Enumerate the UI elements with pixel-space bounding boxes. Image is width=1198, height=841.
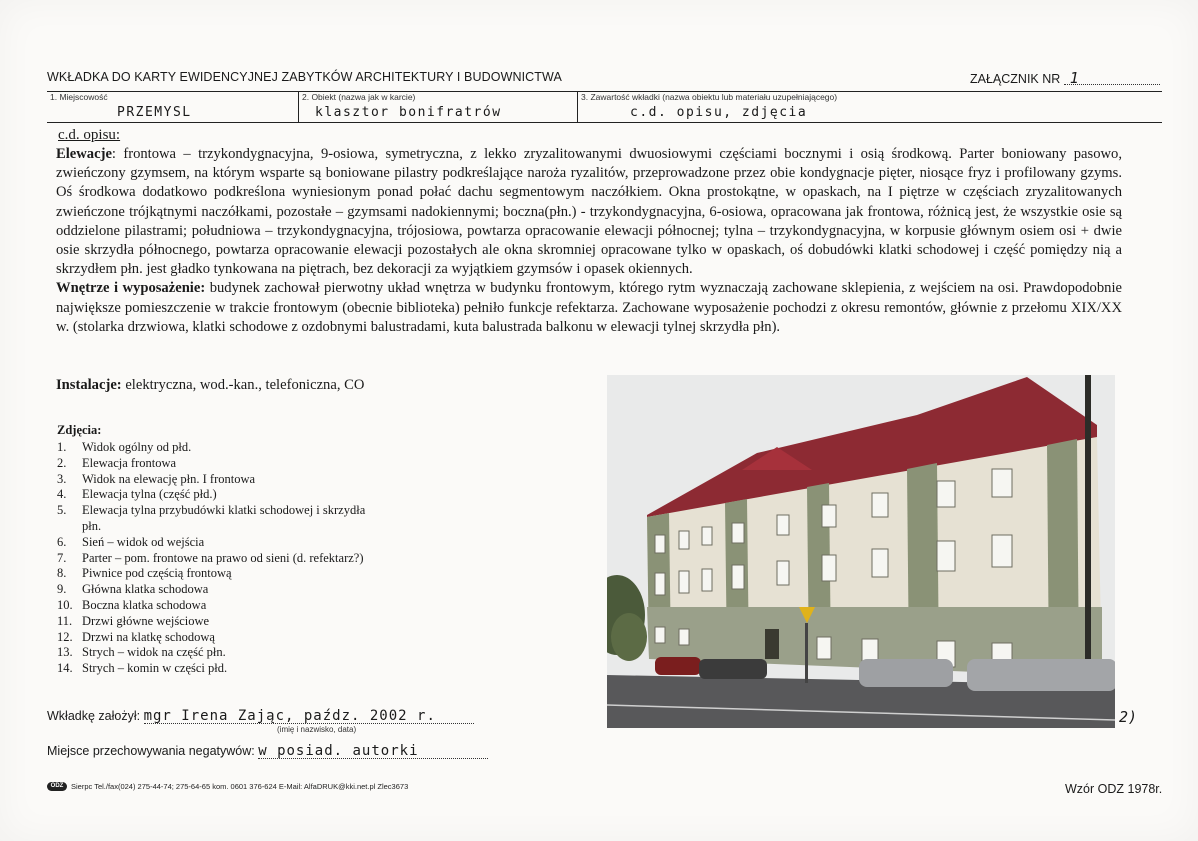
- item-number: 14.: [57, 661, 73, 676]
- item-number: 9.: [57, 582, 67, 597]
- item-text: Elewacja frontowa: [82, 455, 177, 470]
- building-photo-drawing: [607, 375, 1115, 728]
- photos-list: [57, 440, 442, 677]
- item-number: 12.: [57, 629, 73, 644]
- content-value: c.d. opisu, zdjęcia: [630, 105, 808, 120]
- negatives-label: Miejsce przechowywania negatywów:: [47, 744, 255, 758]
- printer-logo: ODZ: [47, 782, 67, 791]
- installations-paragraph: [56, 377, 364, 394]
- list-item: [57, 535, 442, 551]
- form-title: WKŁADKA DO KARTY EWIDENCYJNEJ ZABYTKÓW ARCHITEKTURY I BUDOWNICTWA: [47, 70, 562, 84]
- interior-text: budynek zachował pierwotny układ wnętrza w budynku frontowym, którego rytm wyznaczają zachowane sklepienia, z wejściem na osi. Prawdopodobnie największe pomieszczenie w trakcie frontowym (obecnie biblioteka) pełniło funkcje refektarza. Zachowane wyposażenie pochodzi z okresu remontów, głównie z przełomu XIX/XX w. (stolarka drzwiowa, klatki schodowe z ozdobnymi balustradami, kuta balustrada balkonu w elewacji tylnej skrzydła płn).: [56, 280, 1122, 335]
- interior-heading: Wnętrze i wyposażenie:: [56, 280, 206, 297]
- item-text: Drzwi na klatkę schodową: [82, 629, 215, 644]
- list-item: [57, 614, 442, 630]
- facades-text: : frontowa – trzykondygnacyjna, 9-osiowa, symetryczna, z lekko zryzalitowanymi dwuosiowymi częściami bocznymi i osią środkową. Parter boniowany pasowo, zwieńczony gzymsem, na którym wsparte są boniowane pilastry podkreślające naroża ryzalitów, przeprowadzone przez obie kondygnacje pięter, niosące fryz i profilowany gzyms. Oś środkowa dodatkowo podkreślona wyniesionym ponad połać dachu segmentowym naczółkiem. Okna prostokątne, w opaskach, na I piętrze w częściach zryzalitowanych zwieńczone trójkątnymi naczółkami, pozostałe – gzymsami nadokiennymi; boczna(płn.) - trzykondygnacyjna, 6-osiowa, opracowana jak frontowa, różnicą jest, że wszystkie osie są oddzielone pilastrami; południowa – trzykondygnacyjna, trójosiowa, powtarza opracowanie elewacji północnej; tylna – trzykondygnacyjna, w korpusie głównym osiem osi + dwie osie skrzydła północnego, powtarza opracowanie elewacji pozostałych ale okna skromniej opracowane tylko w opaskach, oś dobudówki klatki schodowej i część pomiędzy nią a skrzydłem płn. jest gładko tynkowana na piętrach, bez dekoracji za wyjątkiem gzymsów i opasek okiennych.: [56, 146, 1122, 278]
- list-item: [57, 598, 442, 614]
- negatives-field: [47, 744, 488, 759]
- list-item: [57, 472, 442, 488]
- item-number: 10.: [57, 597, 73, 612]
- photo-number: 2): [1119, 708, 1138, 726]
- item-number: 13.: [57, 645, 73, 660]
- content-field: [577, 92, 1163, 122]
- author-value: mgr Irena Zając, paźdz. 2002 r.: [144, 709, 474, 724]
- object-value: klasztor bonifratrów: [315, 105, 502, 120]
- author-field: [47, 708, 474, 734]
- annex-label: ZAŁĄCZNIK NR: [970, 72, 1061, 86]
- installations-text: elektryczna, wod.-kan., telefoniczna, CO: [121, 377, 365, 393]
- item-text: Sień – widok od wejścia: [82, 534, 205, 549]
- building-photo: [607, 375, 1115, 728]
- installations-heading: Instalacje:: [56, 377, 122, 393]
- object-field: [298, 92, 577, 122]
- list-item: [57, 440, 442, 456]
- list-item: [57, 566, 442, 582]
- item-text: Parter – pom. frontowe na prawo od sieni (d. refektarz?): [82, 550, 364, 565]
- annex-number: 1: [1064, 72, 1160, 85]
- list-item: [57, 582, 442, 598]
- item-text: Widok na elewację płn. I frontowa: [82, 471, 256, 486]
- list-item: [57, 487, 442, 503]
- item-number: 3.: [57, 471, 67, 486]
- interior-paragraph: [56, 279, 1122, 337]
- item-text: Widok ogólny od płd.: [82, 440, 192, 454]
- item-text: Elewacja tylna przybudówki klatki schodowej i skrzydła płn.: [82, 503, 366, 533]
- item-text: Główna klatka schodowa: [82, 582, 209, 597]
- printer-text: Sierpc Tel./fax(024) 275-44-74; 275-64-65 kom. 0601 376-624 E-Mail: AlfaDRUK@kki.net.pl Zlec3673: [71, 782, 409, 791]
- item-number: 5.: [57, 503, 67, 518]
- list-item: [57, 630, 442, 646]
- negatives-value: w posiad. autorki: [258, 744, 488, 759]
- item-text: Strych – komin w części płd.: [82, 661, 228, 676]
- locality-label: 1. Miejscowość: [50, 92, 108, 102]
- object-label: 2. Obiekt (nazwa jak w karcie): [302, 92, 416, 102]
- description-text: [56, 145, 1122, 337]
- item-number: 2.: [57, 455, 67, 470]
- list-item: [57, 551, 442, 567]
- list-item: [57, 661, 442, 677]
- printer-imprint: [47, 782, 408, 791]
- item-text: Strych – widok na część płn.: [82, 645, 226, 660]
- list-item: [57, 503, 442, 535]
- item-number: 1.: [57, 440, 67, 454]
- item-number: 7.: [57, 550, 67, 565]
- author-sublabel: (imię i nazwisko, data): [277, 725, 357, 734]
- template-label: Wzór ODZ 1978r.: [1065, 782, 1163, 796]
- facades-paragraph: [56, 145, 1122, 279]
- item-number: 11.: [57, 613, 73, 628]
- author-label: Wkładkę założył:: [47, 709, 141, 723]
- annex-field: [970, 69, 1160, 87]
- item-text: Drzwi główne wejściowe: [82, 613, 210, 628]
- item-text: Elewacja tylna (część płd.): [82, 487, 217, 502]
- header-rule-bottom: [47, 122, 1162, 123]
- item-number: 6.: [57, 534, 67, 549]
- content-label: 3. Zawartość wkładki (nazwa obiektu lub materiału uzupełniającego): [581, 92, 838, 102]
- item-number: 8.: [57, 566, 67, 581]
- list-item: [57, 456, 442, 472]
- item-text: Boczna klatka schodowa: [82, 597, 207, 612]
- locality-field: [47, 92, 297, 122]
- item-number: 4.: [57, 487, 67, 502]
- facades-heading: Elewacje: [56, 146, 112, 162]
- list-item: [57, 645, 442, 661]
- continuation-label: c.d. opisu:: [58, 127, 121, 143]
- photos-heading: Zdjęcia:: [57, 423, 102, 437]
- item-text: Piwnice pod częścią frontową: [82, 566, 232, 581]
- locality-value: PRZEMYSL: [117, 105, 192, 120]
